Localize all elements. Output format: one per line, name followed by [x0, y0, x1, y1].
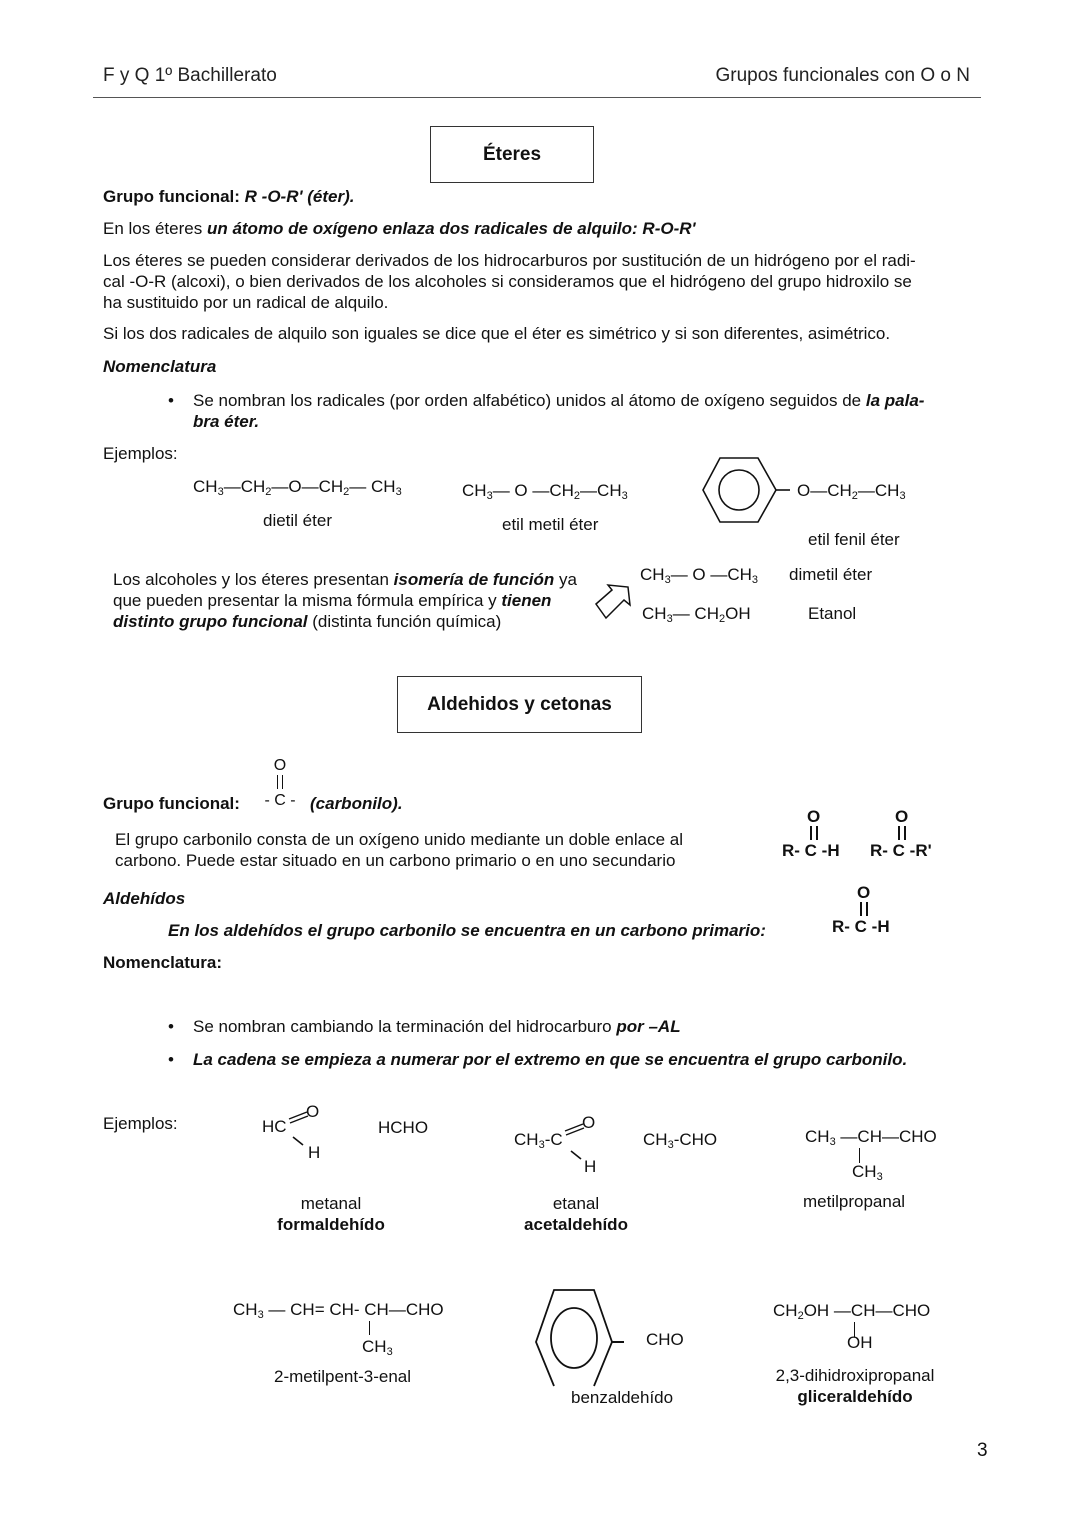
metilpropanal-main: $CH_3$ —CH—CHO: [805, 1127, 937, 1148]
formula-etil-metil-eter: $CH_3—$ O $—CH_2—CH_3$: [462, 481, 628, 502]
eteres-intro: [103, 218, 696, 239]
metilpentenal-main: $CH_3$ — CH= CH- CH—CHO: [233, 1300, 444, 1321]
branch-bond: [859, 1148, 860, 1163]
gliceraldehido-branch: OH: [847, 1333, 873, 1352]
struct-aldehido: O R- C -H: [782, 807, 840, 860]
struct-cetona: O R- C -R': [870, 807, 932, 860]
name-dietil-eter: dietil éter: [263, 511, 332, 530]
arrow-icon: [594, 582, 634, 622]
rule-bold: bra éter.: [193, 412, 260, 431]
branch-bond: [369, 1321, 370, 1335]
carbonyl-o: O: [273, 757, 287, 774]
intro-bold: un átomo de oxígeno enlaza dos radicales de alquilo: R-O-R': [206, 219, 696, 238]
eteres-paragraph-1: [103, 250, 981, 313]
grupo-label: Grupo funcional:: [103, 187, 240, 206]
benzaldehido-name: benzaldehído: [571, 1388, 674, 1407]
gliceraldehido-name: 2,3-dihidroxipropanal: [775, 1366, 935, 1385]
aldehidos-nomenclatura-label: Nomenclatura:: [103, 953, 223, 972]
benzaldehido-group: CHO: [646, 1330, 684, 1349]
metilpropanal-branch: $CH_3$: [852, 1162, 883, 1183]
eteres-grupo-funcional: [103, 186, 355, 207]
section-title-eteres-text: Éteres: [482, 143, 542, 165]
section-title-aldehidos-text: Aldehidos y cetonas: [427, 693, 612, 715]
carbonilo-description: [115, 829, 755, 871]
name-etil-metil-eter: etil metil éter: [502, 515, 599, 534]
double-bond-line: [277, 775, 278, 789]
gliceraldehido-main: $CH_2OH$ —CH—CHO: [773, 1301, 931, 1322]
metanal-h: H: [308, 1143, 321, 1162]
eteres-nomenclatura-rule: [168, 390, 983, 432]
etanal-condensed: $CH_3$-CHO: [643, 1130, 718, 1151]
double-bond-line: [282, 775, 283, 789]
section-title-aldehidos: [397, 676, 642, 733]
aldehidos-rule-2: • La cadena se empieza a numerar por el extremo en que se encuentra el grupo carbonilo.: [168, 1050, 908, 1069]
header-left: F y Q 1º Bachillerato: [103, 65, 277, 86]
formula-dietil-eter: $CH_3—CH_2—O—CH_2—$ $CH_3$: [193, 477, 402, 498]
formula-etil-fenil-eter: $O—CH_2—CH_3$: [797, 481, 906, 502]
name-etanol: Etanol: [808, 604, 857, 623]
rule-bold: la pala-: [865, 391, 925, 410]
intro-plain: En los éteres: [103, 219, 207, 238]
rule-plain: Se nombran los radicales (por orden alfabético) unidos al átomo de oxígeno seguidos de: [193, 391, 866, 410]
metilpentenal-name: 2-metilpent-3-enal: [274, 1367, 412, 1386]
page-number: 3: [977, 1440, 988, 1461]
header-divider: [93, 97, 981, 98]
metanal-common-name: formaldehído: [277, 1215, 385, 1234]
name-dimetil-eter: dimetil éter: [789, 565, 873, 584]
etanal-o: O: [582, 1113, 596, 1132]
bullet-icon: •: [168, 1050, 174, 1069]
metanal-name: metanal: [300, 1194, 362, 1213]
etanal-common-name: acetaldehído: [524, 1215, 628, 1234]
aldehidos-grupo-label: Grupo funcional:: [103, 794, 240, 813]
benzene-ring-icon: [702, 456, 792, 526]
eteres-nomenclatura-label: Nomenclatura: [103, 357, 217, 376]
section-title-eteres: [430, 126, 594, 183]
para1-line: Los éteres se pueden considerar derivados de los hidrocarburos por sustitución de un hidrógeno por el radi-: [103, 251, 916, 270]
aldehidos-primario-text: En los aldehídos el grupo carbonilo se encuentra en un carbono primario:: [168, 921, 766, 940]
metilpropanal-name: metilpropanal: [803, 1192, 906, 1211]
aldehidos-rule-1: • Se nombran cambiando la terminación del hidrocarburo por –AL: [168, 1017, 681, 1036]
benzene-ring-icon: [534, 1288, 628, 1388]
header-right: Grupos funcionales con O o N: [715, 65, 970, 86]
para1-line: cal -O-R (alcoxi), o bien derivados de los alcoholes si consideramos que el hidrógeno del grupo hidroxilo se: [103, 272, 912, 291]
grupo-value: R -O-R' (éter).: [244, 187, 355, 206]
bullet-icon: •: [168, 1017, 174, 1036]
desc-line: El grupo carbonilo consta de un oxígeno unido mediante un doble enlace al: [115, 830, 684, 849]
metanal-hc: HC: [262, 1117, 287, 1136]
metanal-condensed: HCHO: [378, 1118, 429, 1137]
gliceraldehido-common-name: gliceraldehído: [797, 1387, 913, 1406]
aldehidos-label: Aldehídos: [103, 889, 186, 908]
formula-etanol: $CH_3—$ $CH_2OH$: [642, 604, 751, 625]
aldehidos-ejemplos-label: Ejemplos:: [103, 1114, 178, 1133]
metanal-o: O: [306, 1102, 320, 1121]
eteres-ejemplos-label: Ejemplos:: [103, 444, 178, 463]
formula-dimetil-eter: $CH_3—$ O $—CH_3$: [640, 565, 759, 586]
carbonyl-c: - C -: [264, 792, 296, 809]
isomeria-text: Los alcoholes y los éteres presentan isomería de función ya que pueden presentar la misma fórmula empírica y tienen distinto grupo funcional (distinta función química): [113, 570, 577, 631]
desc-line: carbono. Puede estar situado en un carbono primario o en uno secundario: [115, 851, 676, 870]
etanal-ch3c: $CH_3-C$: [514, 1130, 563, 1151]
etanal-h: H: [584, 1157, 597, 1176]
etanal-name: etanal: [552, 1194, 600, 1213]
aldehidos-grupo-value: (carbonilo).: [310, 794, 403, 813]
para1-line: ha sustituido por un radical de alquilo.: [103, 293, 389, 312]
struct-aldehido-primario: O R- C -H: [832, 883, 890, 936]
metilpentenal-branch: $CH_3$: [362, 1337, 393, 1358]
eteres-paragraph-2: Si los dos radicales de alquilo son iguales se dice que el éter es simétrico y si son diferentes, asimétrico.: [103, 324, 891, 343]
name-etil-fenil-eter: etil fenil éter: [808, 530, 900, 549]
bullet-icon: •: [168, 391, 174, 410]
